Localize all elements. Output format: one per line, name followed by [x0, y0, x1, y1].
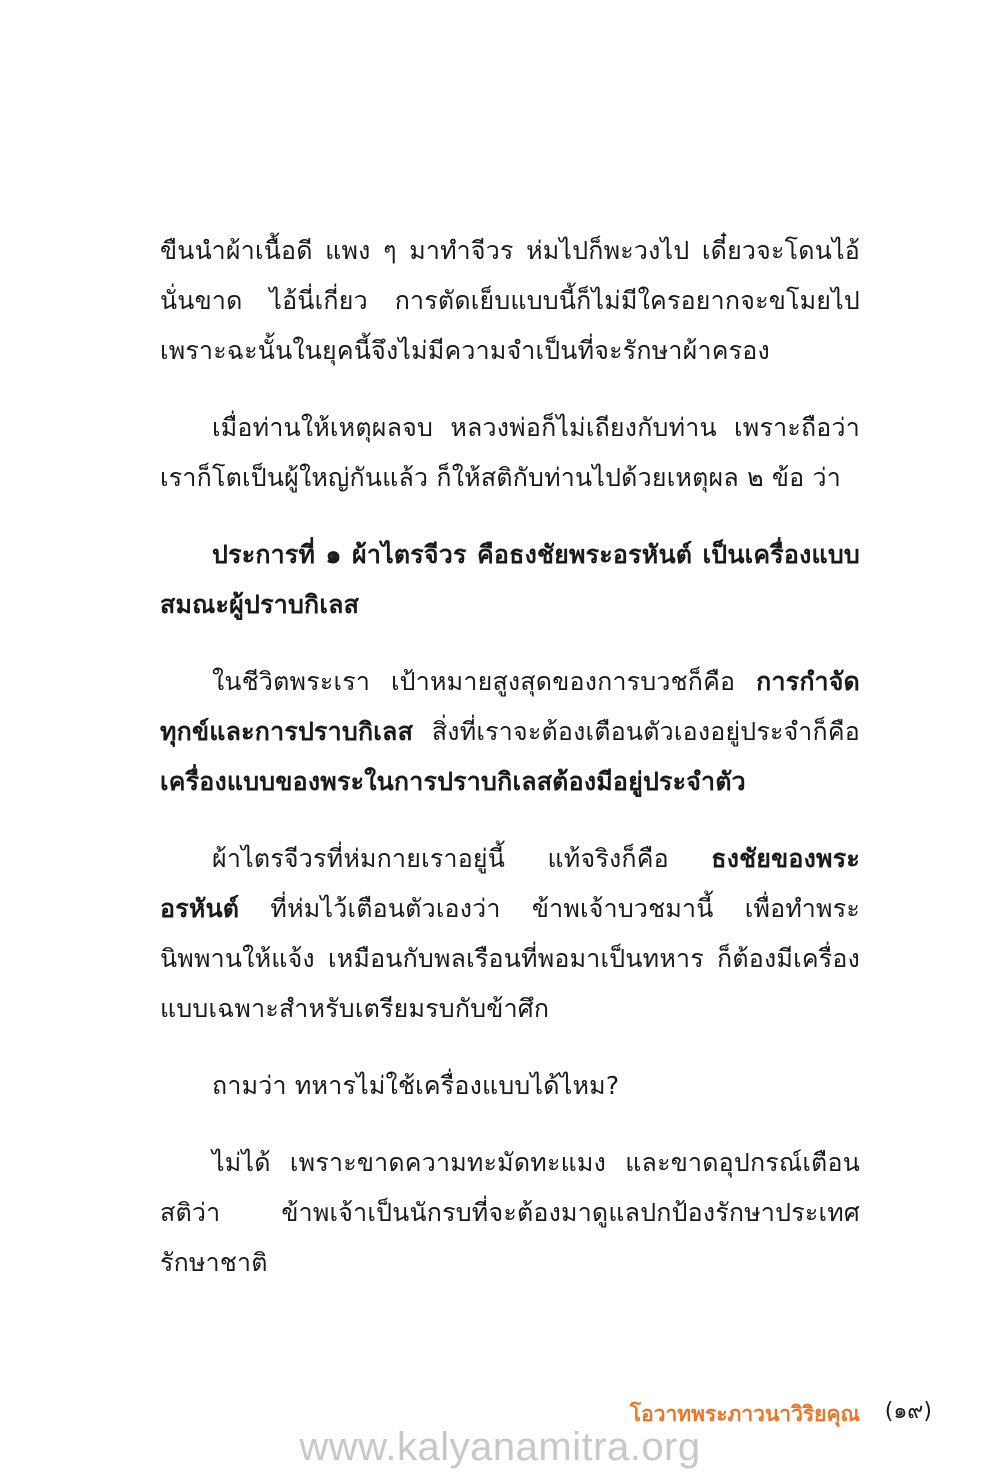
page-body [160, 226, 860, 1315]
website-watermark: www.kalyanamitra.org [299, 1425, 701, 1469]
paragraph-text: ในชีวิตพระเรา เป้าหมายสูงสุดของการบวชก็คือ [212, 667, 757, 696]
paragraph-robe-flag [160, 834, 860, 1034]
paragraph-question: ถามว่า ทหารไม่ใช้เครื่องแบบได้ไหม? [212, 1071, 620, 1100]
paragraph-text: ผ้าไตรจีวรที่ห่มกายเราอยู่นี้ แท้จริงก็คือ [212, 844, 712, 873]
page-number: (๑๙) [884, 1399, 932, 1424]
paragraph-text: ที่ห่มไว้เตือนตัวเองว่า ข้าพเจ้าบวชมานี้ เพื่อทำพระนิพพานให้แจ้ง เหมือนกับพลเรือนที่พอมาเป็นทหาร ก็ต้องมีเครื่องแบบเฉพาะสำหรับเตรียมรบกับข้าศึก [160, 894, 860, 1023]
emphasis-text: เครื่องแบบของพระในการปราบกิเลสต้องมีอยู่ประจำตัว [160, 767, 746, 796]
paragraph-reason-intro: เมื่อท่านให้เหตุผลจบ หลวงพ่อก็ไม่เถียงกับท่าน เพราะถือว่าเราก็โตเป็นผู้ใหญ่กันแล้ว ก็ให้สติกับท่านไปด้วยเหตุผล ๒ ข้อ ว่า [160, 413, 860, 492]
emphasis-text: การกำจัดทุกข์และการปราบกิเลส [160, 667, 860, 746]
paragraph-continued: ขืนนำผ้าเนื้อดี แพง ๆ มาทำจีวร ห่มไปก็พะวงไป เดี๋ยวจะโดนไอ้นั่นขาด ไอ้นี่เกี่ยว การตัดเย็บแบบนี้ก็ไม่มีใครอยากจะขโมยไป เพราะฉะนั้นในยุคนี้จึงไม่มีความจำเป็นที่จะรักษาผ้าครอง [160, 236, 860, 365]
emphasis-text: ธงชัยของพระอรหันต์ [160, 844, 860, 923]
footer-book-title: โอวาทพระภาวนาวิริยคุณ [629, 1402, 860, 1426]
reason-one-heading: ประการที่ ๑ ผ้าไตรจีวร คือธงชัยพระอรหันต์ เป็นเครื่องแบบสมณะผู้ปราบกิเลส [160, 540, 860, 619]
paragraph-monk-goal [160, 657, 860, 807]
paragraph-text: สิ่งที่เราจะต้องเตือนตัวเองอยู่ประจำก็คือ [413, 717, 860, 746]
paragraph-answer: ไม่ได้ เพราะขาดความทะมัดทะแมง และขาดอุปกรณ์เตือนสติว่า ข้าพเจ้าเป็นนักรบที่จะต้องมาดูแลปกป้องรักษาประเทศ รักษาชาติ [160, 1148, 860, 1277]
